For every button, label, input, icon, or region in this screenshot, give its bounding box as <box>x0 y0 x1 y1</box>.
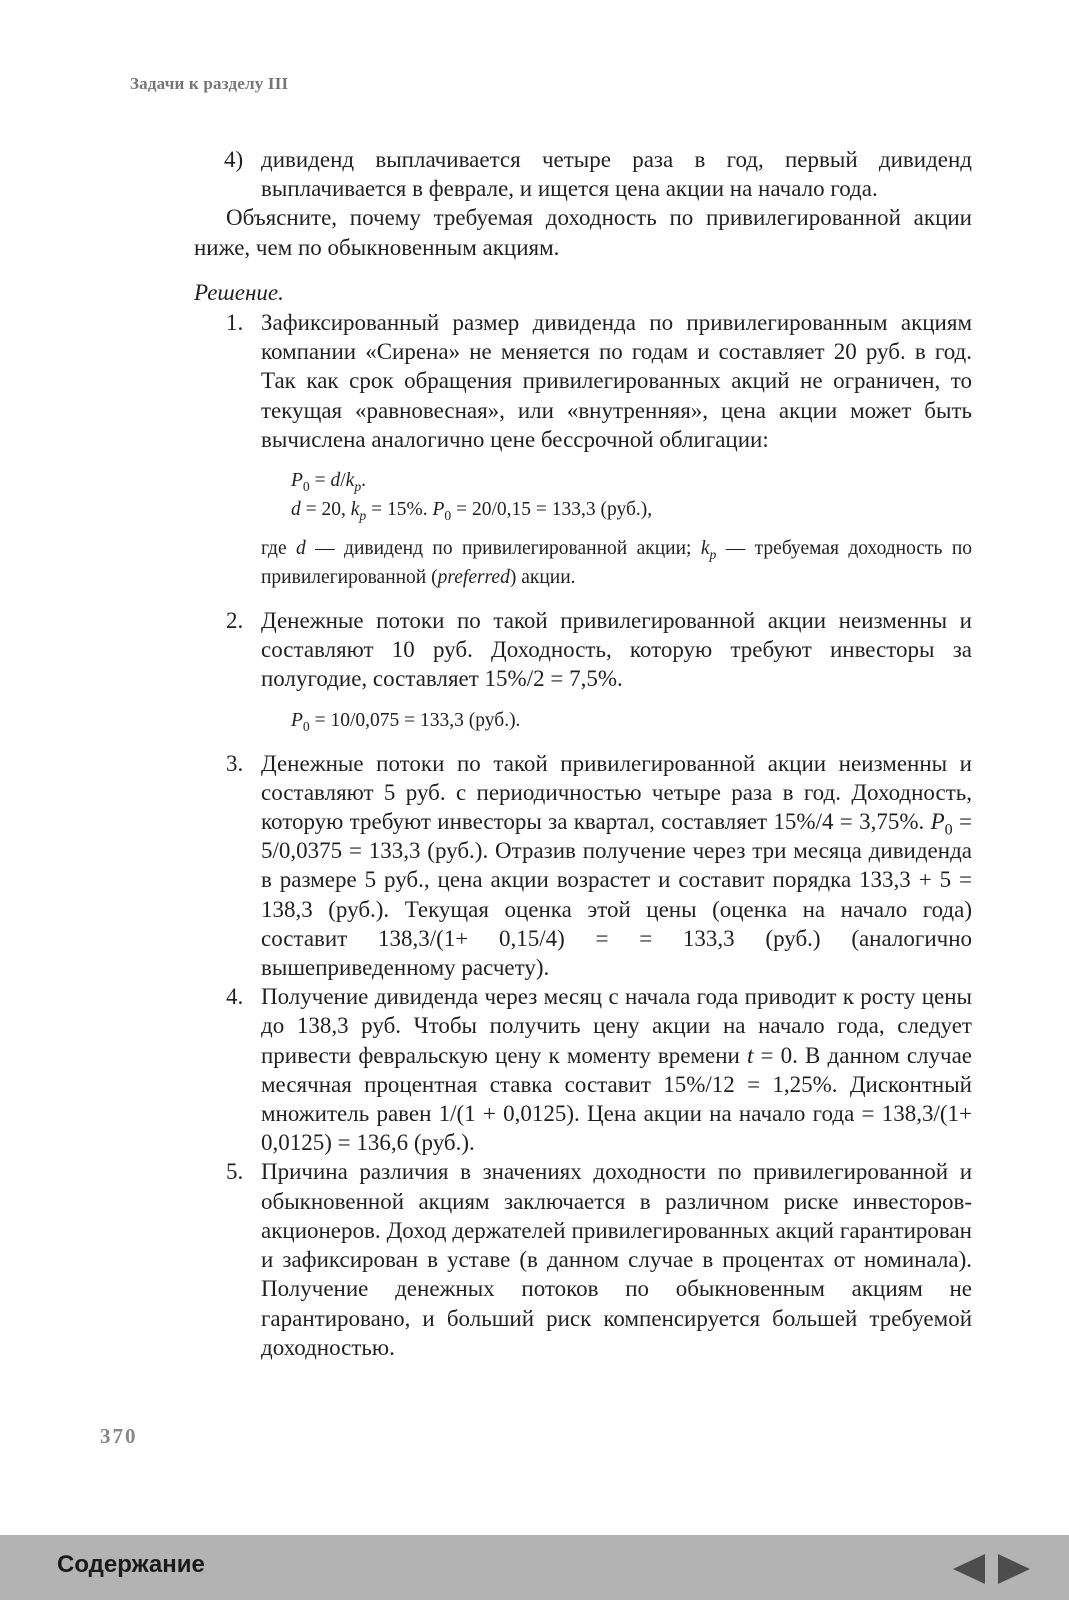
formula-period: . <box>361 470 367 492</box>
solution-item-4 <box>194 982 972 1157</box>
inline-var-t: t <box>747 1042 754 1068</box>
formula-var-k: k <box>350 499 360 521</box>
triangle-right-icon[interactable] <box>998 1554 1030 1584</box>
formula-var-P: P <box>291 470 303 492</box>
solution-item-5-number: 5. <box>226 1159 244 1185</box>
note-text: — требуемая доходность по привилегированной ( <box>261 538 973 589</box>
solution-item-3-text-a: Денежные потоки по такой привилегированной акции неизменны и составляют 5 руб. с периодичностью четыре раза в год. Доходность, которую требуют инвесторы за квартал, составляет 15%/4 = 3,75%. <box>261 750 972 835</box>
formula-price-calculation <box>291 495 972 524</box>
formula-eq: = <box>309 470 331 492</box>
footer-nav-bar <box>0 1535 1069 1600</box>
note-preferred: preferred <box>437 567 510 589</box>
solution-item-2-text: Денежные потоки по такой привилегированной акции неизменны и составляют 10 руб. Доходность, которую требуют инвесторы за полугодие, составляет 15%/2 = 7,5%. <box>261 608 972 692</box>
formula-var-d: d <box>291 499 301 521</box>
task-item-4 <box>194 145 972 203</box>
formula-text: = 20/0,15 = 133,3 (руб.), <box>451 499 653 521</box>
note-sub-p: p <box>709 546 717 562</box>
formula-text: = 15%. <box>366 499 433 521</box>
formula-sub-0: 0 <box>302 478 310 494</box>
formula-var-P: P <box>291 709 303 731</box>
page-number: 370 <box>100 1424 138 1448</box>
contents-link[interactable]: Содержание <box>57 1551 205 1578</box>
formula-text: = 20, <box>300 499 351 521</box>
solution-item-4-text-a: Получение дивиденда через месяц с начала года приводит к росту цены до 138,3 руб. Чтобы получить цену акции на начало года, следует привести февральскую цену к моменту времени <box>261 984 972 1068</box>
note-var-d: d <box>296 538 306 560</box>
task-item-4-number: 4) <box>224 147 244 172</box>
solution-item-4-number: 4. <box>226 984 244 1010</box>
page-content <box>194 145 972 1362</box>
solution-item-3-text-b: = 5/0,0375 = 133,3 (руб.). Отразив получение через три месяца дивиденда в размере 5 руб., цена акции возрастет и составит порядка 133,3 + 5 = 138,3 (руб.). Текущая оценка этой цены (оценка на начало года) составит 138,3/(1+ 0,15/4) = = 133,3 (руб.) (аналогично вышеприведенному расчету). <box>261 809 972 981</box>
formula-price-definition <box>291 466 972 495</box>
solution-item-3-number: 3. <box>226 750 244 776</box>
inline-sub-0: 0 <box>944 821 953 839</box>
triangle-left-icon[interactable] <box>953 1554 985 1584</box>
formula-block-2 <box>291 706 972 735</box>
solution-item-5 <box>194 1157 972 1361</box>
formula-var-d: d <box>330 470 341 492</box>
solution-item-1-number: 1. <box>226 310 244 336</box>
solution-item-2 <box>194 606 972 694</box>
task-item-4-text: дивиденд выплачивается четыре раза в год, первый дивиденд выплачивается в феврале, и ищется цена акции на начало года. <box>261 147 972 202</box>
solution-item-3 <box>194 749 972 983</box>
solution-item-1-text: Зафиксированный размер дивиденда по привилегированным акциям компании «Сирена» не меняется по годам и составляет 20 руб. в год. Так как срок обращения привилегированных акций не ограничен, то текущая «равновесная», или «внутренняя», цена акции может быть вычислена аналогично цене бессрочной облигации: <box>261 310 972 452</box>
inline-var-P: P <box>930 809 945 835</box>
formula-sub-0: 0 <box>444 507 452 523</box>
solution-item-2-number: 2. <box>226 608 244 634</box>
formula-var-P: P <box>432 499 445 521</box>
note-text: — дивиденд по привилегированной акции; <box>305 538 701 560</box>
running-head: Задачи к разделу III <box>130 74 289 93</box>
solution-item-5-text: Причина различия в значениях доходности по привилегированной и обыкновенной акциям заключается в различном риске инвесторов-акционеров. Доход держателей привилегированных акций гарантирован и зафиксирован в уставе (в данном случае в процентах от номинала). Получение денежных потоков по обыкновенным акциям не гарантировано, и больший риск компенсируется большей требуемой доходностью. <box>261 1159 972 1360</box>
solution-item-1 <box>194 308 972 454</box>
formula-slash: / <box>340 470 346 492</box>
formula-note <box>261 534 972 592</box>
formula-sub-p: p <box>354 478 362 494</box>
note-text: ) акции. <box>509 567 576 589</box>
solution-item-4-text-b: = 0. В данном случае месячная процентная ставка составит 15%/12 = 1,25%. Дисконтный множитель равен 1/(1 + 0,0125). Цена акции на начало года = 138,3/(1+ 0,0125) = 136,6 (руб.). <box>261 1042 972 1156</box>
formula-block-1 <box>291 466 972 524</box>
task-explain: Объясните, почему требуемая доходность по привилегированной акции ниже, чем по обыкновенным акциям. <box>194 205 972 260</box>
note-var-k: k <box>700 538 710 560</box>
formula-var-k: k <box>345 470 355 492</box>
note-text: где <box>261 538 297 560</box>
formula-sub-p: p <box>359 507 367 523</box>
formula-sub-0: 0 <box>302 718 310 734</box>
solution-heading: Решение. <box>194 279 284 305</box>
formula-text: = 10/0,075 = 133,3 (руб.). <box>309 709 521 731</box>
